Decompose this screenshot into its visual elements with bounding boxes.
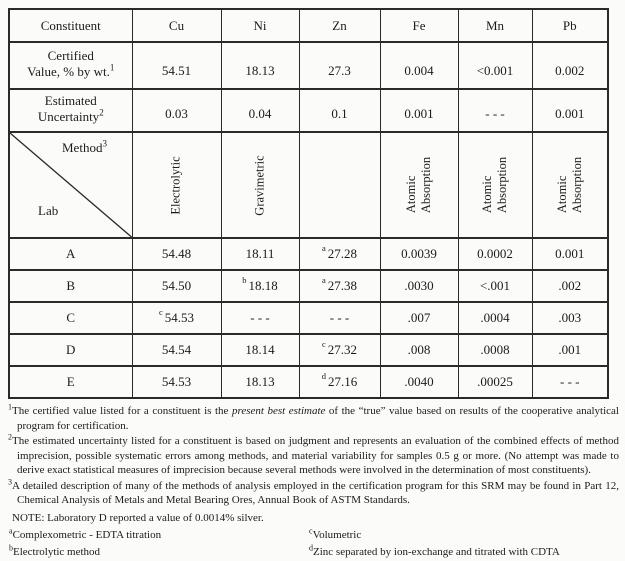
method-label-rotated: Gravimetric [252,155,267,216]
lab-value-cell [532,302,608,334]
lab-label: C [9,302,132,334]
uncertainty-fe: 0.001 [380,89,458,132]
method-footnote-marker: b [242,274,247,285]
lab-value-text: - - - [329,310,350,325]
lab-value-cell [532,270,608,302]
lab-value-text: .007 [407,310,431,325]
footnote-2-text: The estimated uncertainty listed for a constituent is based on judgment and represents an evaluation of the combined effects of method imprecision, possible systematic errors among methods, and material variability for samples 0.5 g or more. (No attempt was made to derive exact statistical measures of imprecision because several methods were involved in the determination of most constituents). [12,435,619,476]
certified-label-line2: Value, % by wt. [27,64,110,79]
lab-value-text: 27.32 [327,342,358,357]
uncertainty-label-line2: Uncertainty [37,109,100,124]
uncertainty-cu: 0.03 [132,89,221,132]
lab-value-text: .0040 [404,374,434,389]
certified-value-label [9,42,132,89]
lab-value-cell [380,302,458,334]
letter-note-a [8,527,308,544]
uncertainty-mn: - - - [458,89,532,132]
lab-value-cell [380,366,458,398]
lab-value-cell [299,238,380,270]
footnote-marker-1: 1 [109,62,115,73]
method-row [9,132,608,238]
lab-value-text: 27.28 [327,246,358,261]
lab-value-text: 54.53 [164,310,195,325]
lab-value-text: 18.13 [245,374,275,389]
footnote-3-text: A detailed description of many of the methods of analysis employed in the certification program for this SRM may be found in Part 12, Chemical Analysis of Metals and Metal Bearing Ores, Annual Book of ASTM Standards. [12,479,619,506]
lab-value-cell [132,366,221,398]
footnote-marker-2: 2 [99,107,104,118]
lab-result-row [9,334,608,366]
lab-value-cell [380,334,458,366]
column-header-fe: Fe [380,9,458,42]
lab-value-cell [532,366,608,398]
column-header-zn: Zn [299,9,380,42]
letter-note-a-marker: a [9,526,13,536]
letter-note-d [308,544,619,561]
footnote-3 [8,476,619,508]
footnote-2 [8,434,619,478]
certified-label-line1: Certified [47,48,94,63]
column-header-pb: Pb [532,9,608,42]
method-pb [532,132,608,238]
column-header-constituent: Constituent [9,9,132,42]
certified-ni: 18.13 [221,42,299,89]
method-footnote-marker: c [321,338,326,349]
lab-value-text: .008 [407,342,431,357]
column-header-ni: Ni [221,9,299,42]
lab-value-text: .00025 [477,374,513,389]
lab-value-cell [221,302,299,334]
lab-result-row [9,302,608,334]
lab-value-cell [458,334,532,366]
lab-value-cell [532,334,608,366]
method-label-rotated: Atomic Absorption [404,156,433,214]
lab-value-text: 54.48 [161,246,192,261]
lab-value-cell [380,270,458,302]
certified-value-row [9,42,608,89]
uncertainty-ni: 0.04 [221,89,299,132]
letter-note-c [308,527,619,544]
certified-zn: 27.3 [299,42,380,89]
lab-value-cell [221,270,299,302]
lab-value-text: 54.54 [161,342,192,357]
uncertainty-label [9,89,132,132]
method-cu [132,132,221,238]
method-fe [380,132,458,238]
lab-result-row [9,270,608,302]
lab-rows [9,238,608,398]
lab-result-row [9,238,608,270]
analysis-table [8,8,609,399]
lab-value-text: .001 [558,342,582,357]
lab-value-text: .003 [558,310,582,325]
letter-note-a-text: Complexometric - EDTA titration [12,529,162,541]
footnote-marker-3: 3 [102,138,107,149]
footnote-1-text-italic: present best estimate [231,405,326,417]
method-lab-corner-cell [9,132,132,238]
lab-value-cell [380,238,458,270]
lab-value-cell [132,302,221,334]
lab-value-text: 0.0039 [401,246,437,261]
letter-note-d-text: Zinc separated by ion-exchange and titrated with CDTA [313,546,560,558]
header-row [9,9,608,42]
footnote-1-text-pre: The certified value listed for a constituent is the [12,405,232,417]
uncertainty-label-line1: Estimated [44,93,97,108]
uncertainty-row [9,89,608,132]
lab-label: A [9,238,132,270]
lab-value-text: 18.14 [245,342,275,357]
lab-value-cell [221,366,299,398]
lab-value-text: .0030 [404,278,434,293]
method-footnote-marker: c [158,306,163,317]
lab-value-cell [299,366,380,398]
method-footnote-marker: a [321,274,326,285]
certified-mn: <0.001 [458,42,532,89]
lab-value-cell [132,238,221,270]
lab-value-text: 27.38 [327,278,358,293]
lab-value-text: - - - [560,374,580,389]
method-mn [458,132,532,238]
lab-label: E [9,366,132,398]
certified-pb: 0.002 [532,42,608,89]
lab-value-text: .0008 [480,342,510,357]
lab-value-cell [299,302,380,334]
lab-value-cell [458,302,532,334]
lab-value-cell [458,270,532,302]
footnote-3-marker: 3 [8,476,12,486]
lab-value-text: .0004 [480,310,510,325]
method-label-rotated: Atomic Absorption [554,156,584,214]
lab-value-cell [221,334,299,366]
method-label-rotated: Electrolytic [169,156,183,215]
letter-note-c-text: Volumetric [312,529,362,541]
corner-lab-label: Lab [38,203,59,218]
lab-value-text: 18.18 [248,278,278,293]
letter-note-b-marker: b [9,543,13,553]
footnote-2-marker: 2 [8,432,12,442]
column-header-mn: Mn [458,9,532,42]
lab-value-text: 54.50 [161,278,192,293]
footnote-1 [8,404,619,433]
certified-cu: 54.51 [132,42,221,89]
lab-result-row [9,366,608,398]
method-zn [299,132,380,238]
lab-value-text: 0.0002 [477,246,513,261]
certified-fe: 0.004 [380,42,458,89]
method-ni [221,132,299,238]
corner-method-label: Method$^3$ [62,138,107,155]
method-footnote-marker: d [321,370,326,381]
letter-note-b [8,544,308,561]
lab-value-cell [299,270,380,302]
footnote-1-text-post: of the “true” value based on results of the cooperative analytical program for certification. [17,405,619,432]
lab-value-cell [221,238,299,270]
lab-value-text: 54.53 [161,374,192,389]
lab-value-text: 0.001 [555,246,585,261]
column-header-cu: Cu [132,9,221,42]
method-letter-notes [8,527,619,561]
lab-label: D [9,334,132,366]
lab-value-text: <.001 [479,278,511,293]
lab-value-cell [532,238,608,270]
lab-value-text: .002 [558,278,582,293]
uncertainty-zn: 0.1 [299,89,380,132]
uncertainty-pb: 0.001 [532,89,608,132]
method-label-rotated: Atomic Absorption [480,156,509,214]
lab-value-text: 18.11 [245,246,275,261]
footnote-1-marker: 1 [8,402,12,412]
lab-value-cell [132,270,221,302]
lab-value-cell [458,366,532,398]
lab-value-cell [299,334,380,366]
footnotes-section [8,404,619,561]
letter-note-b-text: Electrolytic method [13,546,101,558]
letter-note-c-marker: c [309,526,313,536]
lab-value-cell [458,238,532,270]
lab-value-cell [132,334,221,366]
silver-note: NOTE: Laboratory D reported a value of 0.0014% silver. [12,511,264,524]
lab-value-text: 27.16 [328,374,358,389]
method-footnote-marker: a [321,242,326,253]
lab-label: B [9,270,132,302]
lab-value-text: - - - [250,310,270,325]
letter-note-d-marker: d [309,543,313,553]
